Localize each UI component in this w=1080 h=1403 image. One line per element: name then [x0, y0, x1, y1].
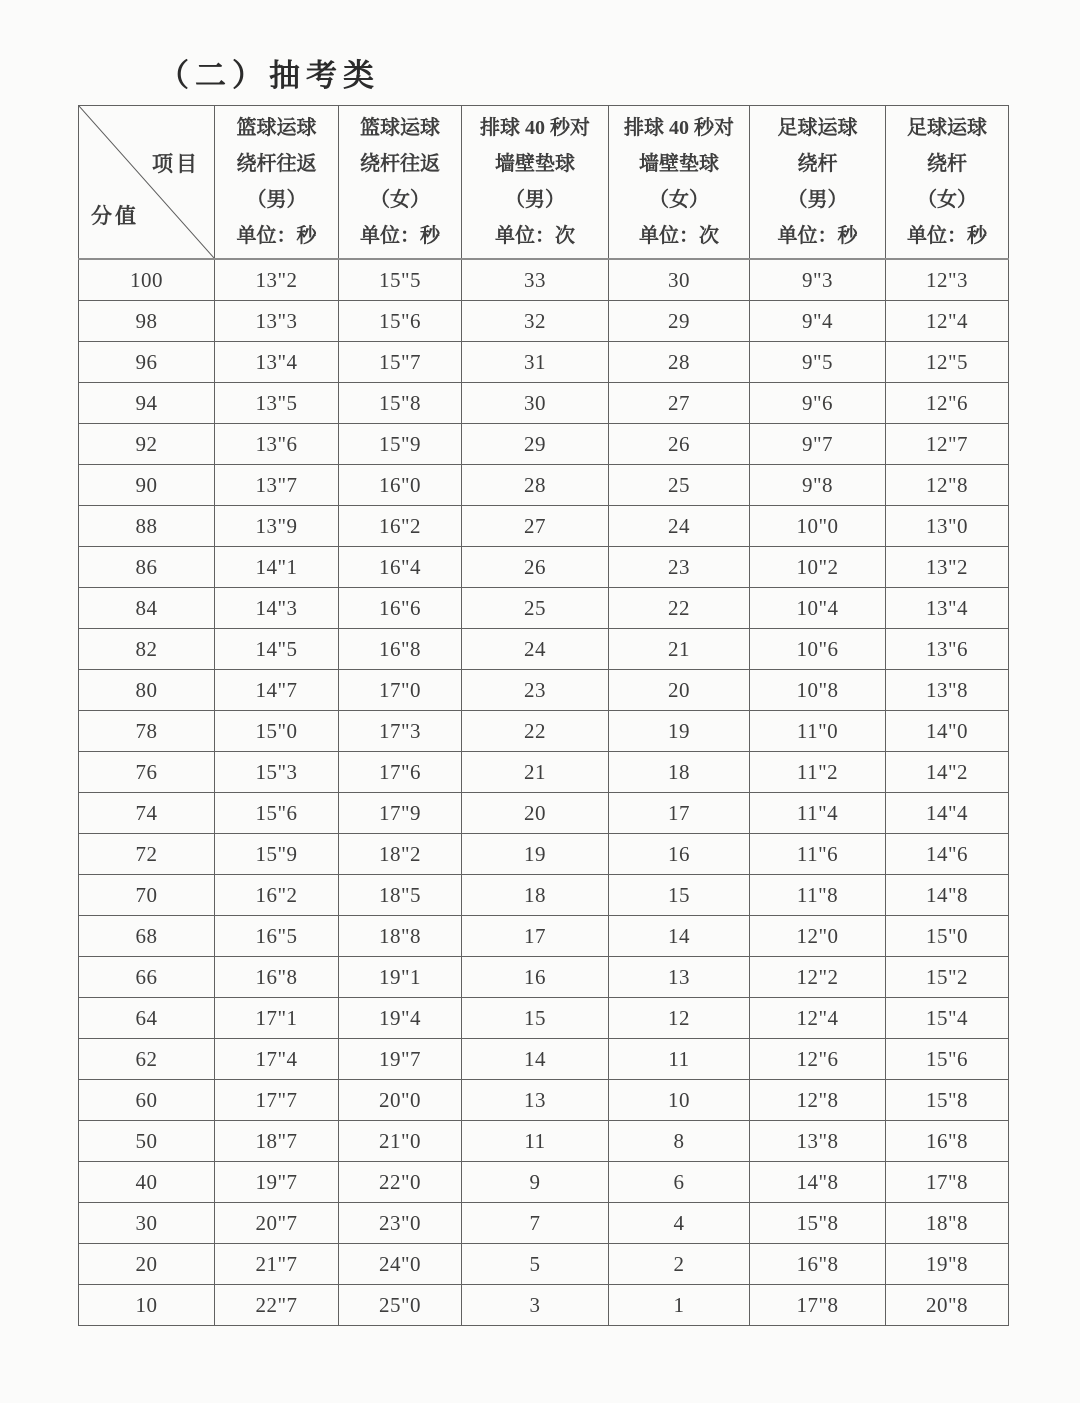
table-header: [79, 106, 1009, 260]
value-cell: 12"6: [886, 383, 1009, 424]
value-cell: 29: [462, 424, 609, 465]
table-row: [79, 793, 1009, 834]
column-header-football-male: 足球运球 绕杆 （男） 单位：秒: [750, 106, 886, 260]
value-cell: 11: [462, 1121, 609, 1162]
value-cell: 11"8: [750, 875, 886, 916]
value-cell: 12"8: [750, 1080, 886, 1121]
value-cell: 20"0: [339, 1080, 462, 1121]
table-row: [79, 1080, 1009, 1121]
value-cell: 24: [609, 506, 750, 547]
table-row: [79, 588, 1009, 629]
value-cell: 17"6: [339, 752, 462, 793]
value-cell: 28: [609, 342, 750, 383]
value-cell: 13"2: [886, 547, 1009, 588]
value-cell: 18"7: [215, 1121, 339, 1162]
value-cell: 32: [462, 301, 609, 342]
value-cell: 28: [462, 465, 609, 506]
value-cell: 14"1: [215, 547, 339, 588]
score-cell: 20: [79, 1244, 215, 1285]
score-cell: 30: [79, 1203, 215, 1244]
value-cell: 13"3: [215, 301, 339, 342]
value-cell: 15"8: [339, 383, 462, 424]
value-cell: 15"3: [215, 752, 339, 793]
value-cell: 9"5: [750, 342, 886, 383]
value-cell: 11"6: [750, 834, 886, 875]
value-cell: 18"8: [886, 1203, 1009, 1244]
table-row: [79, 711, 1009, 752]
value-cell: 1: [609, 1285, 750, 1326]
value-cell: 20"7: [215, 1203, 339, 1244]
value-cell: 23: [462, 670, 609, 711]
value-cell: 9"6: [750, 383, 886, 424]
table-row: [79, 383, 1009, 424]
table-row: [79, 629, 1009, 670]
value-cell: 9"4: [750, 301, 886, 342]
value-cell: 20: [609, 670, 750, 711]
value-cell: 18"8: [339, 916, 462, 957]
column-header-basketball-female: 篮球运球 绕杆往返 （女） 单位：秒: [339, 106, 462, 260]
table-row: [79, 834, 1009, 875]
value-cell: 25"0: [339, 1285, 462, 1326]
value-cell: 9: [462, 1162, 609, 1203]
score-cell: 76: [79, 752, 215, 793]
value-cell: 13"7: [215, 465, 339, 506]
value-cell: 12"3: [886, 259, 1009, 301]
value-cell: 17"0: [339, 670, 462, 711]
value-cell: 16"6: [339, 588, 462, 629]
value-cell: 21: [609, 629, 750, 670]
score-cell: 68: [79, 916, 215, 957]
value-cell: 15: [462, 998, 609, 1039]
value-cell: 11"0: [750, 711, 886, 752]
value-cell: 19"1: [339, 957, 462, 998]
value-cell: 33: [462, 259, 609, 301]
table-row: [79, 1285, 1009, 1326]
value-cell: 25: [609, 465, 750, 506]
value-cell: 13: [462, 1080, 609, 1121]
column-header-volleyball-female: 排球 40 秒对 墙壁垫球 （女） 单位：次: [609, 106, 750, 260]
score-standards-table: [78, 105, 1009, 1326]
value-cell: 9"3: [750, 259, 886, 301]
value-cell: 12"6: [750, 1039, 886, 1080]
value-cell: 12"7: [886, 424, 1009, 465]
score-cell: 10: [79, 1285, 215, 1326]
value-cell: 14"0: [886, 711, 1009, 752]
value-cell: 15"7: [339, 342, 462, 383]
value-cell: 10"6: [750, 629, 886, 670]
value-cell: 27: [462, 506, 609, 547]
value-cell: 15"5: [339, 259, 462, 301]
page-title: （二）抽考类: [158, 58, 380, 93]
table-row: [79, 998, 1009, 1039]
value-cell: 15"8: [886, 1080, 1009, 1121]
value-cell: 15"6: [215, 793, 339, 834]
value-cell: 30: [462, 383, 609, 424]
score-cell: 62: [79, 1039, 215, 1080]
value-cell: 17"8: [886, 1162, 1009, 1203]
table-body: [79, 259, 1009, 1326]
value-cell: 14"8: [886, 875, 1009, 916]
score-cell: 86: [79, 547, 215, 588]
value-cell: 14"4: [886, 793, 1009, 834]
table-row: [79, 957, 1009, 998]
value-cell: 10"4: [750, 588, 886, 629]
value-cell: 21: [462, 752, 609, 793]
value-cell: 19"7: [215, 1162, 339, 1203]
table-row: [79, 506, 1009, 547]
table-row: [79, 424, 1009, 465]
table-row: [79, 752, 1009, 793]
value-cell: 11: [609, 1039, 750, 1080]
value-cell: 15"0: [215, 711, 339, 752]
value-cell: 14"2: [886, 752, 1009, 793]
value-cell: 17"7: [215, 1080, 339, 1121]
table-row: [79, 342, 1009, 383]
value-cell: 17: [462, 916, 609, 957]
value-cell: 16"8: [339, 629, 462, 670]
value-cell: 12"5: [886, 342, 1009, 383]
value-cell: 7: [462, 1203, 609, 1244]
table-row: [79, 301, 1009, 342]
score-cell: 100: [79, 259, 215, 301]
table-row: [79, 875, 1009, 916]
value-cell: 21"0: [339, 1121, 462, 1162]
table-row: [79, 259, 1009, 301]
value-cell: 23"0: [339, 1203, 462, 1244]
value-cell: 14"3: [215, 588, 339, 629]
value-cell: 24: [462, 629, 609, 670]
value-cell: 10: [609, 1080, 750, 1121]
value-cell: 4: [609, 1203, 750, 1244]
value-cell: 13: [609, 957, 750, 998]
value-cell: 30: [609, 259, 750, 301]
value-cell: 17: [609, 793, 750, 834]
score-cell: 50: [79, 1121, 215, 1162]
score-cell: 40: [79, 1162, 215, 1203]
value-cell: 15"6: [339, 301, 462, 342]
score-cell: 98: [79, 301, 215, 342]
value-cell: 10"8: [750, 670, 886, 711]
value-cell: 18: [462, 875, 609, 916]
value-cell: 14"8: [750, 1162, 886, 1203]
value-cell: 13"5: [215, 383, 339, 424]
value-cell: 13"0: [886, 506, 1009, 547]
score-cell: 84: [79, 588, 215, 629]
table-row: [79, 1203, 1009, 1244]
value-cell: 17"1: [215, 998, 339, 1039]
value-cell: 22"0: [339, 1162, 462, 1203]
value-cell: 16"4: [339, 547, 462, 588]
value-cell: 26: [462, 547, 609, 588]
score-cell: 90: [79, 465, 215, 506]
value-cell: 13"6: [886, 629, 1009, 670]
value-cell: 13"2: [215, 259, 339, 301]
corner-cell: [79, 106, 215, 260]
value-cell: 16"5: [215, 916, 339, 957]
value-cell: 6: [609, 1162, 750, 1203]
value-cell: 18"2: [339, 834, 462, 875]
table-row: [79, 1121, 1009, 1162]
value-cell: 13"6: [215, 424, 339, 465]
corner-label-score: 分值: [91, 204, 139, 228]
table-row: [79, 670, 1009, 711]
value-cell: 26: [609, 424, 750, 465]
value-cell: 23: [609, 547, 750, 588]
value-cell: 13"9: [215, 506, 339, 547]
score-cell: 60: [79, 1080, 215, 1121]
value-cell: 25: [462, 588, 609, 629]
value-cell: 19"7: [339, 1039, 462, 1080]
score-cell: 66: [79, 957, 215, 998]
score-cell: 96: [79, 342, 215, 383]
value-cell: 15"9: [215, 834, 339, 875]
value-cell: 17"9: [339, 793, 462, 834]
score-cell: 94: [79, 383, 215, 424]
value-cell: 13"4: [215, 342, 339, 383]
table-row: [79, 1162, 1009, 1203]
value-cell: 19: [609, 711, 750, 752]
value-cell: 22: [609, 588, 750, 629]
value-cell: 13"8: [750, 1121, 886, 1162]
value-cell: 12"0: [750, 916, 886, 957]
value-cell: 16: [462, 957, 609, 998]
corner-label-item: 项目: [152, 152, 200, 176]
header-row: [79, 106, 1009, 260]
table-row: [79, 1039, 1009, 1080]
column-header-football-female: 足球运球 绕杆 （女） 单位：秒: [886, 106, 1009, 260]
column-header-volleyball-male: 排球 40 秒对 墙壁垫球 （男） 单位：次: [462, 106, 609, 260]
value-cell: 14"7: [215, 670, 339, 711]
value-cell: 14: [462, 1039, 609, 1080]
value-cell: 16"2: [339, 506, 462, 547]
value-cell: 14"5: [215, 629, 339, 670]
value-cell: 15"9: [339, 424, 462, 465]
value-cell: 31: [462, 342, 609, 383]
table-row: [79, 465, 1009, 506]
value-cell: 17"8: [750, 1285, 886, 1326]
value-cell: 12"2: [750, 957, 886, 998]
value-cell: 12"4: [886, 301, 1009, 342]
value-cell: 19: [462, 834, 609, 875]
value-cell: 8: [609, 1121, 750, 1162]
value-cell: 17"3: [339, 711, 462, 752]
score-cell: 64: [79, 998, 215, 1039]
value-cell: 12"8: [886, 465, 1009, 506]
value-cell: 16"8: [750, 1244, 886, 1285]
value-cell: 14"6: [886, 834, 1009, 875]
table-row: [79, 547, 1009, 588]
value-cell: 16"2: [215, 875, 339, 916]
score-cell: 70: [79, 875, 215, 916]
value-cell: 9"7: [750, 424, 886, 465]
value-cell: 22: [462, 711, 609, 752]
value-cell: 2: [609, 1244, 750, 1285]
value-cell: 16"8: [886, 1121, 1009, 1162]
value-cell: 20"8: [886, 1285, 1009, 1326]
value-cell: 11"2: [750, 752, 886, 793]
value-cell: 14: [609, 916, 750, 957]
value-cell: 15"8: [750, 1203, 886, 1244]
value-cell: 15: [609, 875, 750, 916]
value-cell: 19"8: [886, 1244, 1009, 1285]
value-cell: 13"8: [886, 670, 1009, 711]
value-cell: 15"4: [886, 998, 1009, 1039]
value-cell: 11"4: [750, 793, 886, 834]
value-cell: 16: [609, 834, 750, 875]
value-cell: 15"0: [886, 916, 1009, 957]
value-cell: 17"4: [215, 1039, 339, 1080]
value-cell: 5: [462, 1244, 609, 1285]
value-cell: 15"2: [886, 957, 1009, 998]
value-cell: 24"0: [339, 1244, 462, 1285]
value-cell: 27: [609, 383, 750, 424]
value-cell: 9"8: [750, 465, 886, 506]
value-cell: 3: [462, 1285, 609, 1326]
value-cell: 18"5: [339, 875, 462, 916]
table-row: [79, 1244, 1009, 1285]
value-cell: 22"7: [215, 1285, 339, 1326]
score-cell: 92: [79, 424, 215, 465]
score-cell: 88: [79, 506, 215, 547]
value-cell: 21"7: [215, 1244, 339, 1285]
score-cell: 82: [79, 629, 215, 670]
value-cell: 13"4: [886, 588, 1009, 629]
value-cell: 10"0: [750, 506, 886, 547]
value-cell: 16"0: [339, 465, 462, 506]
value-cell: 29: [609, 301, 750, 342]
value-cell: 16"8: [215, 957, 339, 998]
value-cell: 18: [609, 752, 750, 793]
value-cell: 12: [609, 998, 750, 1039]
score-cell: 72: [79, 834, 215, 875]
column-header-basketball-male: 篮球运球 绕杆往返 （男） 单位：秒: [215, 106, 339, 260]
table-row: [79, 916, 1009, 957]
value-cell: 15"6: [886, 1039, 1009, 1080]
score-cell: 74: [79, 793, 215, 834]
value-cell: 12"4: [750, 998, 886, 1039]
value-cell: 19"4: [339, 998, 462, 1039]
value-cell: 20: [462, 793, 609, 834]
score-cell: 78: [79, 711, 215, 752]
value-cell: 10"2: [750, 547, 886, 588]
score-cell: 80: [79, 670, 215, 711]
